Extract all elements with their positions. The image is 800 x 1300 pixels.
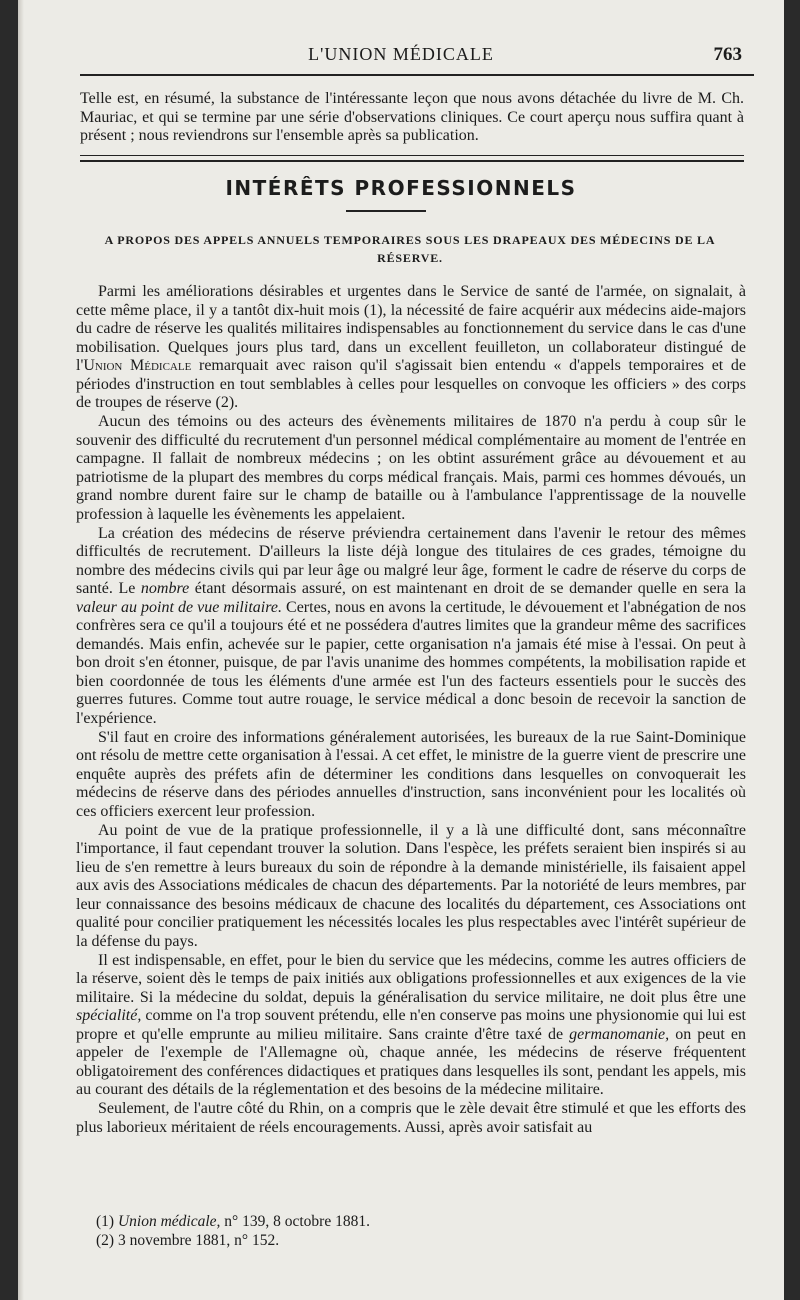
paragraph-3: La création des médecins de réserve préviendra certainement dans l'avenir le retour des mêmes difficultés de recrutement. D'ailleurs la liste déjà longue des titulaires de ces grades, témoigne du nombre des médecins civils qui par leur âge ou malgré leur âge, forment le cadre de réserve du corps de santé. Le nombre étant désormais assuré, on est maintenant en droit de se demander quelle en sera la valeur au point de vue militaire. Certes, nous en avons la certitude, le dévouement et l'abnégation de nos confrères sera ce qu'il a toujours été et ne possédera d'autres limites que la grandeur même des sacrifices demandés. Mais enfin, achevée sur le papier, cette organisation n'a jamais été mise à l'essai. On peut à bon droit s'en étonner, puisque, de par l'avis unanime des hommes compétents, la mobilisation rapide et bien coordonnée de tous les éléments d'une armée est l'un des facteurs essentiels pour le succès des guerres futures. Comme tout autre rouage, le service médical a donc besoin de recevoir la sanction de l'expérience. [76, 524, 747, 727]
journal-name: Union Médicale [83, 357, 192, 374]
running-header [18, 44, 784, 74]
header-rule [80, 74, 754, 76]
title-rule [346, 210, 426, 212]
section-title: INTÉRÊTS PROFESSIONNELS [225, 176, 577, 200]
article-title: A PROPOS DES APPELS ANNUELS TEMPORAIRES SOUS LES DRAPEAUX DES MÉDECINS DE LA RÉSERVE. [104, 233, 716, 265]
paragraph-7: Seulement, de l'autre côté du Rhin, on a compris que le zèle devait être stimulé et que les efforts des plus laborieux méritaient de réels encouragements. Aussi, après avoir satisfait au [76, 1100, 746, 1136]
intro-paragraph: Telle est, en résumé, la substance de l'intéressante leçon que nous avons détachée du livre de M. Ch. Mauriac, et qui se termine par une série d'observations cliniques. Ce court aperçu nous suffira quant à présent ; nous reviendrons sur l'ensemble après sa publication. [80, 90, 744, 144]
running-title: L'UNION MÉDICALE [308, 44, 494, 64]
paragraph-1: Parmi les améliorations désirables et urgentes dans le Service de santé de l'armée, on signalait, à cette même place, il y a tantôt dix-huit mois (1), la nécessité de faire acquérir aux médecins aide-majors du cadre de réserve les qualités militaires indispensables au fonctionnement du service dans le cas d'une mobilisation. Quelques jours plus tard, dans un excellent feuilleton, un collaborateur distingué de l'Union Médicale remarquait avec raison qu'il s'agissait bien entendu « d'appels temporaires et de périodes d'instruction en tout semblables à celles pour lesquelles on convoque les officiers » des corps de troupes de réserve (2). [76, 283, 747, 411]
article-body [76, 283, 746, 1138]
paragraph-6: Il est indispensable, en effet, pour le bien du service que les médecins, comme les autres officiers de la réserve, soient dès le temps de paix initiés aux obligations professionnelles et aux exigences de la vie militaire. Si la médecine du soldat, depuis la généralisation du service militaire, ne doit plus être une spécialité, comme on l'a trop souvent prétendu, elle n'en conserve pas moins une physionomie qui lui est propre et qu'elle emprunte au milieu militaire. Sans crainte d'être taxé de germanomanie, on peut en appeler de l'exemple de l'Allemagne où, chaque année, les médecins de réserve fréquentent obligatoirement des conférences didactiques et pratiques dans lesquelles ils sont, pendant les appels, mis au courant des détails de la réglementation et des besoins de la médecine militaire. [76, 951, 746, 1098]
paragraph-5: Au point de vue de la pratique professionnelle, il y a là une difficulté dont, sans méconnaître l'importance, il faut cependant trouver la solution. Dans l'espèce, les préfets seraient bien inspirés si au lieu de s'en remettre à leurs bureaux du soin de répondre à la demande ministérielle, ils faisaient appel aux avis des Associations médicales de chacun des départements. Par la notoriété de leurs membres, par leur connaissance des besoins médicaux de chacune des localités du département, ces Associations ont qualité pour concilier pratiquement les nécessités locales les plus respectables avec l'intérêt supérieur de la défense du pays. [76, 821, 746, 950]
document-page [18, 0, 784, 1300]
footnote-2: (2) 3 novembre 1881, n° 152. [96, 1232, 280, 1249]
footnotes [96, 1212, 744, 1250]
paragraph-4: S'il faut en croire des informations généralement autorisées, les bureaux de la rue Saint-Dominique ont résolu de mettre cette organisation à l'essai. A cet effet, le ministre de la guerre vient de prescrire une enquête auprès des préfets afin de déterminer les conditions dans lesquelles on convoquerait les médecins de réserve dans des périodes annuelles d'instruction, sans inconvénient pour les localités où ces officiers exercent leur profession. [76, 728, 746, 820]
paragraph-2: Aucun des témoins ou des acteurs des évènements militaires de 1870 n'a perdu à coup sûr le souvenir des difficulté du recrutement d'un personnel médical complémentaire au moment de l'entrée en campagne. Il fallait de nombreux médecins ; on les obtint assurément grâce au dévouement et au patriotisme de la plupart des membres du corps médical français. Mais, parmi ces hommes dévoués, un grand nombre durent faire sur le champ de bataille ou à l'ambulance l'apprentissage de la nouvelle profession à laquelle les évènements les appelaient. [76, 413, 746, 523]
page-number: 763 [713, 44, 742, 65]
footnote-1: (1) Union médicale, n° 139, 8 octobre 1881. [96, 1213, 370, 1230]
section-divider [80, 155, 744, 162]
